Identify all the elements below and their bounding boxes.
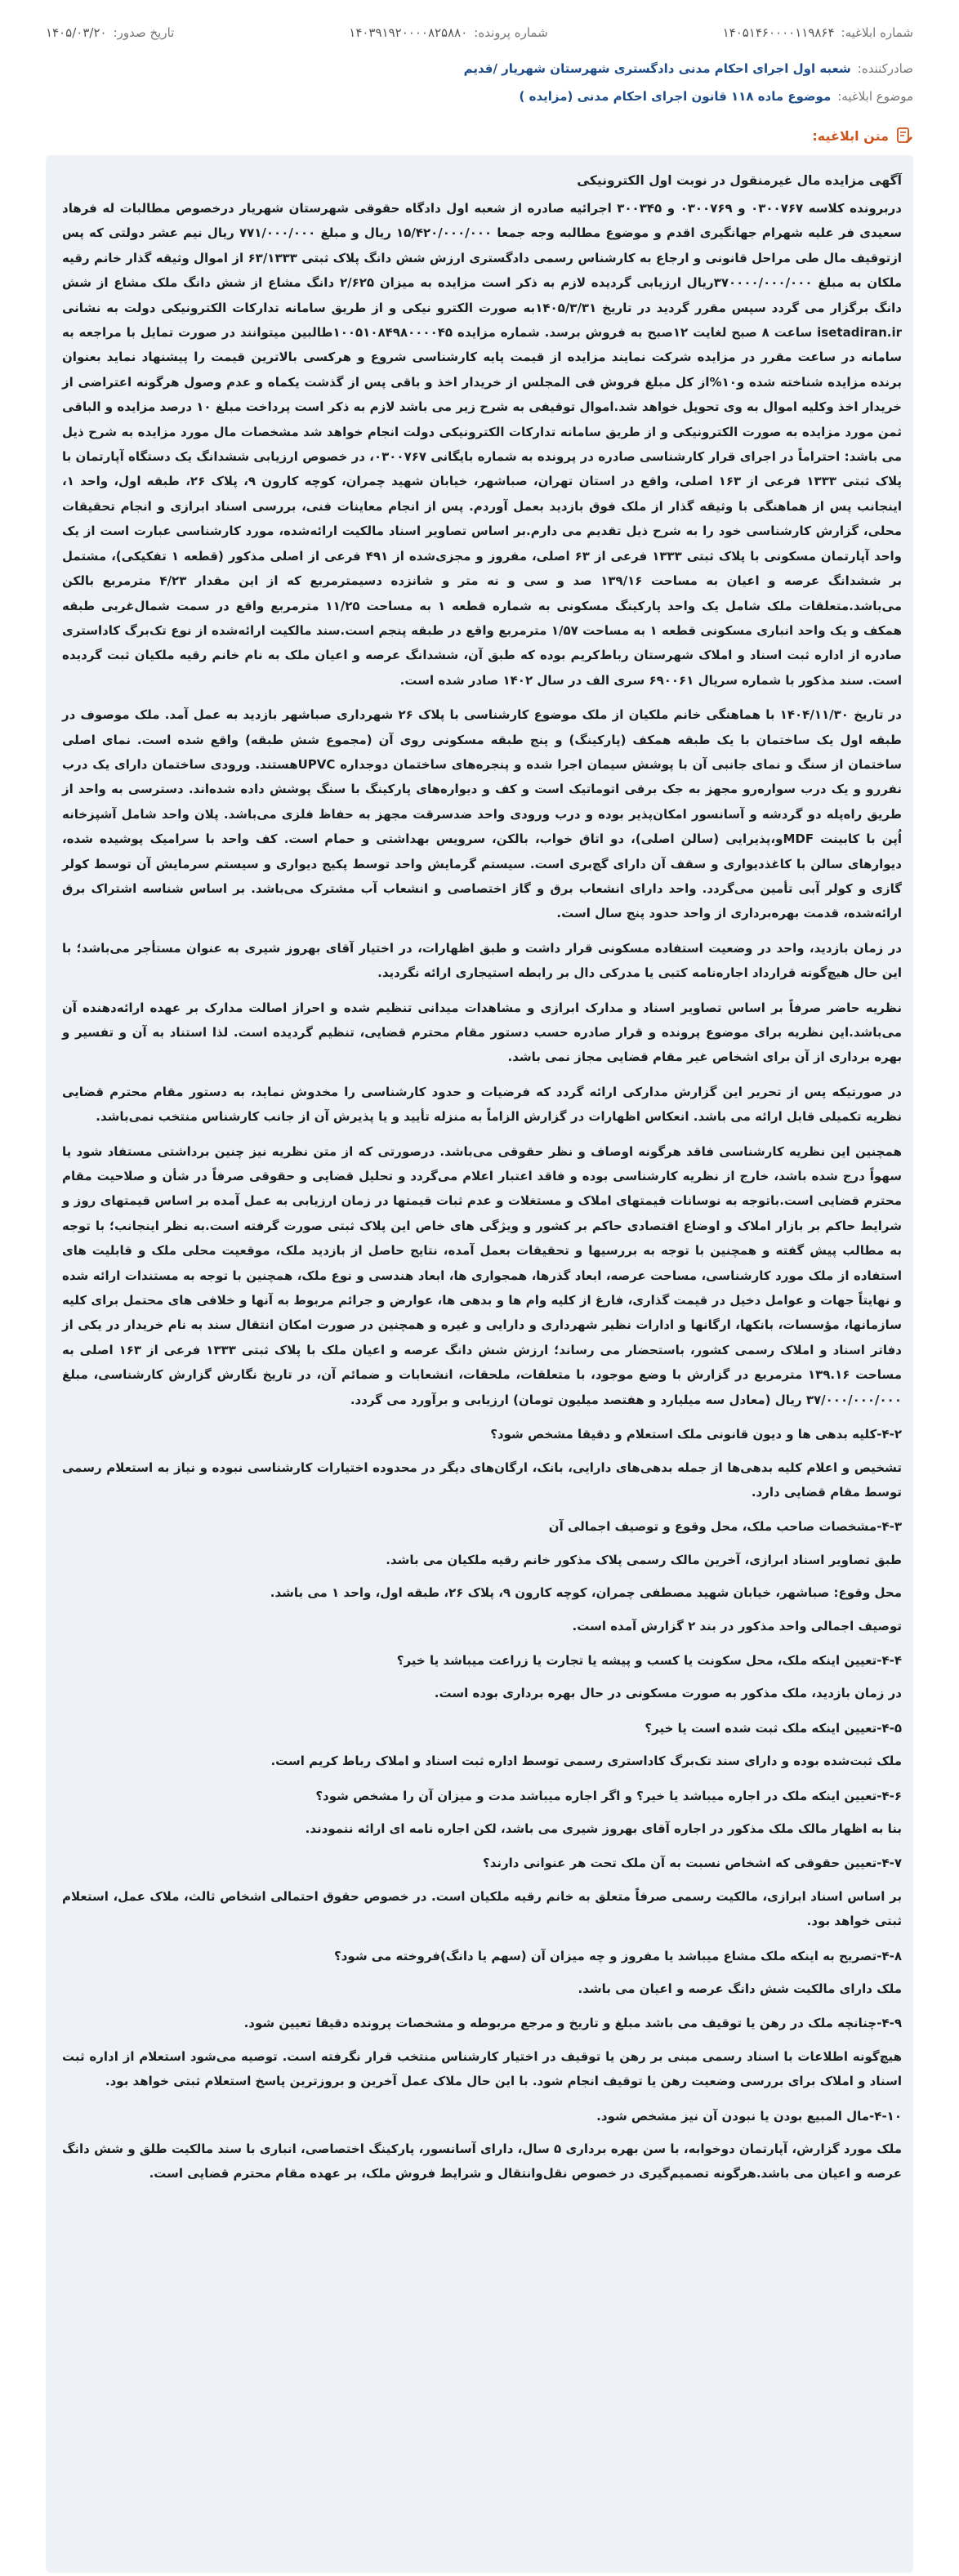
- issuer-row: [46, 59, 913, 78]
- notice-text-title: متن ابلاغیه:: [812, 127, 889, 144]
- question-4-7: ۴-۷-تعیین حقوقی که اشخاص نسبت به آن ملک تحت هر عنوانی دارند؟: [483, 1856, 902, 1871]
- answer-4-5: ملک ثبت‌شده بوده و دارای سند تک‌برگ کاداستری رسمی توسط اداره ثبت اسناد و املاک رباط کریم است.: [270, 1754, 902, 1769]
- issuer-value: شعبه اول اجرای احکام مدنی دادگستری شهرستان شهریار /قدیم: [463, 61, 851, 76]
- notice-number-label: شماره ابلاغیه:: [841, 25, 913, 40]
- answer-4-9: هیچ‌گونه اطلاعات با اسناد رسمی مبنی بر رهن یا توقیف در اختیار کارشناس منتخب قرار نگرفته است. توصیه می‌شود استعلام از اداره ثبت اسناد و املاک برای بررسی وضعیت رهن یا توقیف انجام شود. با این حال ملاک عمل آخرین و بروزترین پاسخ استعلام ثبتی خواهد بود.: [62, 2048, 902, 2089]
- issuer-label: صادرکننده:: [857, 61, 913, 76]
- answer-4-3-description: توصیف اجمالی واحد مذکور در بند ۲ گزارش آمده است.: [572, 1618, 902, 1633]
- question-4-9: ۴-۹-چنانچه ملک در رهن یا توقیف می باشد مبلغ و تاریخ و مرجع مربوطه و مشخصات پرونده دقیقا تعیین شود.: [243, 2016, 902, 2031]
- question-4-5: ۴-۵-تعیین اینکه ملک ثبت شده است یا خیر؟: [645, 1720, 902, 1736]
- paragraph-4: نظریه حاضر صرفاً بر اساس تصاویر اسناد و مدارک ابرازی و مشاهدات میدانی تنظیم شده و احراز اصالت مدارک بر عهده ارائه‌دهنده آن می‌باشد.این نظریه برای موضوع پرونده و قرار صادره حسب دستور مقام محترم قضایی، تنظیم گردیده است. لذا استناد به آن و تفسیر و بهره برداری از آن برای اشخاص غیر مقام قضایی مجاز نمی باشد.: [62, 1000, 902, 1065]
- answer-4-3-location: محل وقوع: صباشهر، خیابان شهید مصطفی چمران، کوچه کارون ۹، پلاک ۲۶، طبقه اول، واحد ۱ می باشد.: [270, 1585, 902, 1601]
- paragraph-2: در تاریخ ۱۴۰۴/۱۱/۳۰ با هماهنگی خانم ملکیان از ملک موضوع کارشناسی با پلاک ۲۶ شهرداری صباشهر بازدید به عمل آمد. ملک موصوف در طبقه اول یک ساختمان با یک طبقه همکف (پارکینگ) و پنج طبقه مسکونی روی آن (مجموع شش طبقه) واقع شده است. نمای اصلی ساختمان از سنگ و نمای جانبی آن با پوشش سیمان اجرا شده و پنجره‌های ساختمان دوجداره UPVCهستند. ورودی ساختمان دارای یک درب نفررو و یک درب سواره‌رو مجهز به جک برقی اتوماتیک است و کف و دیواره‌های پارکینگ با سنگ پوشش داده شده‌اند. دسترسی به واحد از طریق راه‌پله دو گردشه و آسانسور امکان‌پذیر بوده و درب ورودی واحد ضدسرقت مجهز به حفاظ فلزی می‌باشد. پلان واحد شامل آشپزخانه اُپن با کابینت MDFو،پذیرایی (سالن اصلی)، دو اتاق خواب، بالکن، سرویس بهداشتی و حمام است. کف واحد با سرامیک پوشیده شده، دیوارهای سالن با کاغذدیواری و سقف آن دارای گچ‌بری است. سیستم گرمایش واحد توسط پکیج دیواری و سیستم سرمایش آن توسط کولر گازی و کولر آبی تأمین می‌گردد. واحد دارای انشعاب برق و گاز اختصاصی و انشعاب آب مشترک می‌باشد. بر اساس شناسه اشتراک برق ارائه‌شده، قدمت بهره‌برداری از واحد حدود پنج سال است.: [62, 707, 902, 921]
- paragraph-3: در زمان بازدید، واحد در وضعیت استفاده مسکونی قرار داشت و طبق اظهارات، در اختیار آقای بهروز شیری به عنوان مستأجر می‌باشد؛ با این حال هیچ‌گونه قرارداد اجاره‌نامه کتبی یا مدرکی دال بر رابطه استیجاری ارائه نگردید.: [62, 940, 902, 981]
- notice-header: [46, 0, 913, 49]
- subject-value: موضوع ماده ۱۱۸ قانون اجرای احکام مدنی (مزایده ): [519, 89, 832, 104]
- notice-number-value: ۱۴۰۵۱۴۶۰۰۰۰۱۱۹۸۶۴: [722, 25, 835, 40]
- notice-text-heading: [46, 124, 913, 147]
- paragraph-1: دربرونده کلاسه ۰۳۰۰۷۶۷ و ۰۳۰۰۷۶۹ و ۳۰۰۳۴۵ اجرائیه صادره از شعبه اول دادگاه حقوقی شهرستان شهریار درخصوص مطالبات له فرهاد سعیدی فر علیه شهرام جهانگیری اقدم و موضوع مطالبه وجه جمعا ۱۵/۴۲۰/۰۰۰/۰۰۰ ریال و مبلغ ۷۷۱/۰۰۰/۰۰۰ ریال نیم عشر دولتی که پس ازتوقیف مال طی مراحل قانونی و ارجاع به کارشناس رسمی دادگستری ارزش شش دانگ پلاک ثبتی ۶۳/۱۳۳۳ از اموال وثیقه گذار خانم رقیه ملکان به مبلغ ۳۷۰۰۰۰/۰۰۰/۰۰۰ریال ارزیابی گردیده لازم به ذکر است مزایده به میزان ۲/۶۲۵ دانگ مشاع از شش دانگ ملک مشاع از شش دانگ برگزار می گردد سپس مقرر گردید در تاریخ ۱۴۰۵/۳/۳۱به صورت الکترو نیکی و از طریق سامانه تدارکات الکترونیکی دولت به نشانی isetadiran.ir ساعت ۸ صبح لغایت ۱۲صبح به فروش برسد. شماره مزایده ۱۰۰۵۱۰۸۴۹۸۰۰۰۰۴۵طالبین میتوانند در صورت تمایل با مراجعه به سامانه در ساعت مقرر در مزایده شرکت نمایند مزایده از قیمت پایه کارشناسی شروع و هرکسی بالاترین قیمت را پیشنهاد نماید بعنوان برنده مزایده شناخته شده و۱۰%از کل مبلغ فروش فی المجلس از خریدار اخذ و باقی پس از گذشت یکماه و عدم وصول هرگونه اعتراضی از خریدار اخذ وکلیه اموال به وی تحویل خواهد شد.اموال توقیفی به شرح زیر می باشد لازم به ذکر است پرداخت مبلغ ۱۰ درصد مزایده و الباقی ثمن مورد مزایده به صورت الکترونیکی و از طریق سامانه تدارکات الکترونیکی دولت انجام خواهد شد مشخصات مال مورد مزایده به شرح ذیل می باشد: احتراماً در اجرای قرار کارشناسی صادره در پرونده به شماره بایگانی ۰۳۰۰۷۶۷، در خصوص ارزیابی ششدانگ یک دستگاه آپارتمان با پلاک ثبتی ۱۳۳۳ فرعی از ۱۶۳ اصلی، واقع در استان تهران، صباشهر، خیابان شهید چمران، کوچه کارون ۹، پلاک ۲۶، طبقه اول، واحد ۱، اینجانب پس از هماهنگی با وثیقه گذار از ملک فوق بازدید بعمل آوردم. پس از انجام معاینات فنی، بررسی اسناد ابرازی و انجام تحقیقات محلی، گزارش کارشناسی خود را به شرح ذیل تقدیم می دارم.بر اساس تصاویر اسناد مالکیت ارائه‌شده، مورد کارشناسی عبارت است از یک واحد آپارتمان مسکونی با پلاک ثبتی ۱۳۳۳ فرعی از ۶۳ اصلی، مفروز و مجزی‌شده از ۴۹۱ فرعی از اصلی مذکور (قطعه ۱ تفکیکی)، مشتمل بر ششدانگ عرصه و اعیان به مساحت ۱۳۹/۱۶ صد و سی و نه متر و شانزده دسیمترمربع که از این مقدار ۴/۲۳ مترمربع بالکن می‌باشد.متعلقات ملک شامل یک واحد پارکینگ مسکونی به شماره قطعه ۱ به مساحت ۱۱/۲۵ مترمربع واقع در سمت شمال‌غربی طبقه همکف و یک واحد انباری مسکونی قطعه ۱ به مساحت ۱/۵۷ مترمربع واقع در طبقه پنجم است.سند مالکیت ارائه‌شده از نوع تک‌برگ کاداستری صادره از اداره ثبت اسناد و املاک شهرستان رباط‌کریم بوده که طبق آن، ششدانگ عرصه و اعیان ملک به نام خانم رقیه ملکیان ثبت گردیده است. سند مذکور با شماره سریال ۶۹۰۰۶۱ سری الف در سال ۱۴۰۲ صادر شده است.: [62, 201, 903, 688]
- subject-label: موضوع ابلاغیه:: [837, 89, 913, 104]
- paragraph-6: همچنین این نظریه کارشناسی فاقد هرگونه اوصاف و نظر حقوقی می‌باشد. درصورتی که از متن نظریه نیز چنین برداشتی مستفاد شود یا سهواً درج شده باشد، خارج از نظریه کارشناسی بوده و فاقد اعتبار اعلام می‌گردد و تحلیل قضایی و حقوقی صرفاً در شأن و صلاحیت مقام محترم قضایی است.باتوجه به نوسانات قیمتهای املاک و مستغلات و عدم ثبات قیمتها در زمان ارزیابی به عمل آمده بر اساس قیمتهای روز و شرایط حاکم بر بازار املاک و اوضاع اقتصادی حاکم بر کشور و ویژگی های خاص این پلاک ثبتی صورت گرفته است.به نظر اینجانب؛ با توجه به مطالب پیش گفته و همچنین با توجه به بررسیها و تحقیقات بعمل آمده، نتایج حاصل از بازدید ملک، موقعیت محلی ملک و قابلیت های استفاده از ملک مورد کارشناسی، مساحت عرصه، ابعاد گذرها، همجواری ها، ابعاد هندسی و نوع ملک، همچنین با توجه به مستندات ارائه شده و نهایتاً جهات و عوامل دخیل در قیمت گذاری، فارغ از کلیه وام ها و بدهی ها، عوارض و جرائم مربوط به آنها و خلافی های محتمل برای کلیه سازمانها، مؤسسات، بانکها، ارگانها و ادارات نظیر شهرداری و دارایی و غیره و همچنین در صورت امکان انتقال سند به نام خریدار در یکی از دفاتر اسناد و املاک رسمی کشور، باستحضار می رساند؛ ارزش شش دانگ عرصه و اعیان ملک با پلاک ثبتی ۱۳۳۳ فرعی از ۱۶۳ اصلی به مساحت ۱۳۹.۱۶ مترمربع در گزارش با وضع موجود، با متعلقات، ملحقات، انشعابات و ضمائم آن، در تاریخ نگارش گزارش کارشناسی، مبلغ ۳۷/۰۰۰/۰۰۰/۰۰۰ ریال (معادل سه میلیارد و هفتصد میلیون تومان) ارزیابی و برآورد می گردد.: [62, 1143, 903, 1407]
- paragraph-5: در صورتیکه پس از تحریر این گزارش مدارکی ارائه گردد که فرضیات و حدود کارشناسی را مخدوش نماید، به دستور مقام محترم قضایی نظریه تکمیلی قابل ارائه می باشد. انعکاس اظهارات در گزارش الزاماً به منزله تأیید و یا پذیرش آن از جانب کارشناس منتخب نمی‌باشد.: [62, 1084, 902, 1125]
- answer-4-2: تشخیص و اعلام کلیه بدهی‌ها از جمله بدهی‌های دارایی، بانک، ارگان‌های دیگر در محدوده اختیارات کارشناسی نبوده و نیاز به استعلام رسمی توسط مقام قضایی دارد.: [62, 1460, 902, 1500]
- question-4-10: ۴-۱۰-مال المبیع بودن یا نبودن آن نیز مشخص شود.: [596, 2108, 902, 2124]
- issue-date-label: تاریخ صدور:: [113, 25, 175, 40]
- question-4-4: ۴-۴-تعیین اینکه ملک، محل سکونت یا کسب و پیشه یا تجارت یا زراعت میباشد یا خیر؟: [396, 1652, 902, 1668]
- notice-body: [46, 155, 913, 2573]
- issue-date-field: [46, 25, 174, 40]
- question-4-2: ۴-۲-کلیه بدهی ها و دیون قانونی ملک استعلام و دقیقا مشخص شود؟: [490, 1427, 902, 1442]
- question-4-6: ۴-۶-تعیین اینکه ملک در اجاره میباشد یا خیر؟ و اگر اجاره میباشد مدت و میزان آن را مشخص شود؟: [315, 1788, 902, 1803]
- case-number-field: [349, 25, 547, 40]
- case-number-label: شماره پرونده:: [474, 25, 548, 40]
- case-number-value: ۱۴۰۳۹۱۹۲۰۰۰۰۸۲۵۸۸۰: [349, 25, 468, 40]
- question-4-8: ۴-۸-تصریح به اینکه ملک مشاع میباشد یا مفروز و چه میزان آن (سهم یا دانگ)فروخته می شود؟: [334, 1948, 902, 1963]
- answer-4-6: بنا به اظهار مالک ملک مذکور در اجاره آقای بهروز شیری می باشد، لکن اجاره نامه ای ارائه ننمودند.: [305, 1821, 902, 1836]
- auction-title: آگهی مزایده مال غیرمنقول در نوبت اول الکترونیکی: [577, 173, 902, 188]
- document-edit-icon: [895, 127, 913, 145]
- answer-4-4: در زمان بازدید، ملک مذکور به صورت مسکونی در حال بهره برداری بوده است.: [434, 1686, 902, 1701]
- question-4-3: ۴-۳-مشخصات صاحب ملک، محل وقوع و توصیف اجمالی آن: [548, 1519, 902, 1535]
- answer-4-3-owner: طبق تصاویر اسناد ابرازی، آخرین مالک رسمی پلاک مذکور خانم رقیه ملکیان می باشد.: [386, 1552, 902, 1567]
- notice-number-field: [723, 25, 913, 40]
- answer-4-8: ملک دارای مالکیت شش دانگ عرصه و اعیان می باشد.: [578, 1981, 902, 1996]
- subject-row: [46, 87, 913, 106]
- answer-4-10: ملک مورد گزارش، آپارتمان دوخوابه، با سن بهره برداری ۵ سال، دارای آسانسور، پارکینگ اختصاصی، انباری با سند مالکیت طلق و شش دانگ عرصه و اعیان می باشد.هرگونه تصمیم‌گیری در خصوص نقل‌وانتقال و شرایط فروش ملک، بر عهده مقام محترم قضایی است.: [62, 2141, 902, 2182]
- answer-4-7: بر اساس اسناد ابرازی، مالکیت رسمی صرفاً متعلق به خانم رقیه ملکیان است. در خصوص حقوق احتمالی اشخاص ثالث، ملاک عمل، استعلام ثبتی خواهد بود.: [62, 1888, 902, 1929]
- issue-date-value: ۱۴۰۵/۰۳/۲۰: [46, 25, 107, 40]
